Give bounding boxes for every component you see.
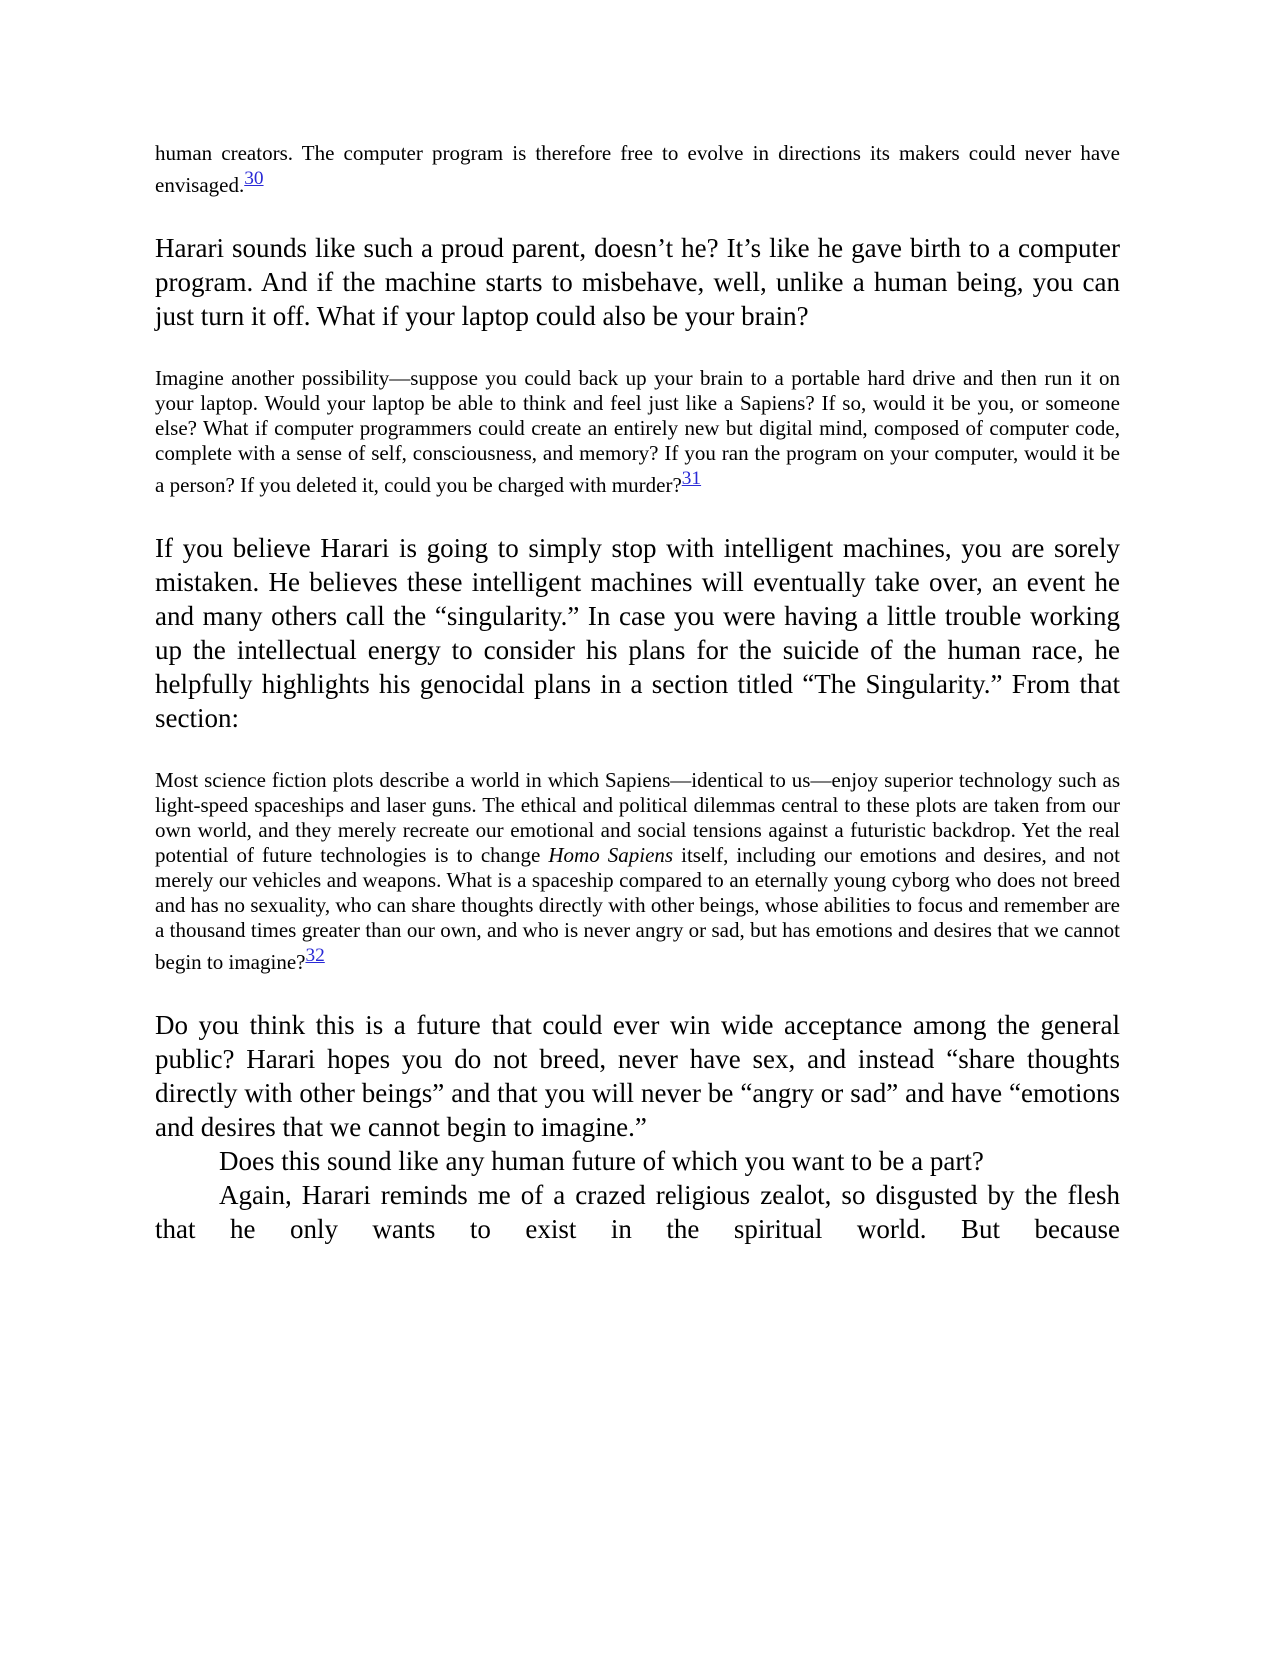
footnote-ref-31 <box>682 468 701 489</box>
quote-singularity-excerpt <box>155 768 1120 975</box>
quote-text: Imagine another possibility—suppose you could back up your brain to a portable hard drive and then run it on your laptop. Would your laptop be able to think and feel just like a Sapiens? If so, would it be you, or someone else? What if computer programmers could create an entirely new but digital mind, composed of computer code, complete with a sense of self, consciousness, and memory? If you ran the program on your computer, would it be a person? If you deleted it, could you be charged with murder? <box>155 366 1120 497</box>
para-singularity-intro <box>155 531 1120 735</box>
footnote-link-31[interactable]: 31 <box>681 468 702 489</box>
para-text: Again, Harari reminds me of a crazed religious zealot, so disgusted by the flesh that he only wants to exist in the spiritual world. But because <box>155 1180 1120 1244</box>
para-text: If you believe Harari is going to simply stop with intelligent machines, you are sorely mistaken. He believes these intelligent machines will eventually take over, an event he and many others call the “singularity.” In case you were having a little trouble working up the intellectual energy to consider his plans for the suicide of the human race, he helpfully highlights his genocidal plans in a section titled “The Singularity.” From that section: <box>155 533 1120 733</box>
quote-text: itself, including our emotions and desires, and not merely our vehicles and weapons. What is a spaceship compared to an eternally young cyborg who does not breed and has no sexuality, who can share thoughts directly with other beings, whose abilities to focus and remember are a thousand times greater than our own, and who is never angry or sad, but has emotions and desires that we cannot begin to imagine? <box>155 843 1120 974</box>
para-text: Harari sounds like such a proud parent, doesn’t he? It’s like he gave birth to a computer program. And if the machine starts to misbehave, well, unlike a human being, you can just turn it off. What if your laptop could also be your brain? <box>155 233 1120 331</box>
footnote-link-32[interactable]: 32 <box>305 945 325 966</box>
quote-text: Most science fiction plots describe a world in which Sapiens—identical to us—enjoy superior technology such as light-speed spaceships and laser guns. The ethical and political dilemmas central to these plots are taken from our own world, and they merely recreate our emotional and social tensions against a futuristic backdrop. Yet the real potential of future technologies is to change <box>155 768 1120 867</box>
quote-text-italic: Homo Sapiens <box>548 843 674 867</box>
footnote-link-30[interactable]: 30 <box>244 168 264 189</box>
para-text: Do you think this is a future that could ever win wide acceptance among the general public? Harari hopes you do not breed, never have sex, and instead “share thoughts directly with other beings” and that you will never be “angry or sad” and have “emotions and desires that we cannot begin to imagine.” <box>155 1010 1120 1142</box>
para-human-future <box>155 1144 1120 1178</box>
quote-brain-backup <box>155 366 1120 498</box>
footnote-ref-30 <box>244 168 263 189</box>
quote-computer-program <box>155 141 1120 198</box>
para-text: Does this sound like any human future of which you want to be a part? <box>219 1146 984 1176</box>
para-religious-zealot <box>155 1178 1120 1246</box>
quote-text: human creators. The computer program is therefore free to evolve in directions its makers could never have envisaged. <box>155 141 1120 197</box>
footnote-ref-32 <box>305 945 324 966</box>
para-proud-parent <box>155 231 1120 333</box>
para-wide-acceptance <box>155 1008 1120 1144</box>
